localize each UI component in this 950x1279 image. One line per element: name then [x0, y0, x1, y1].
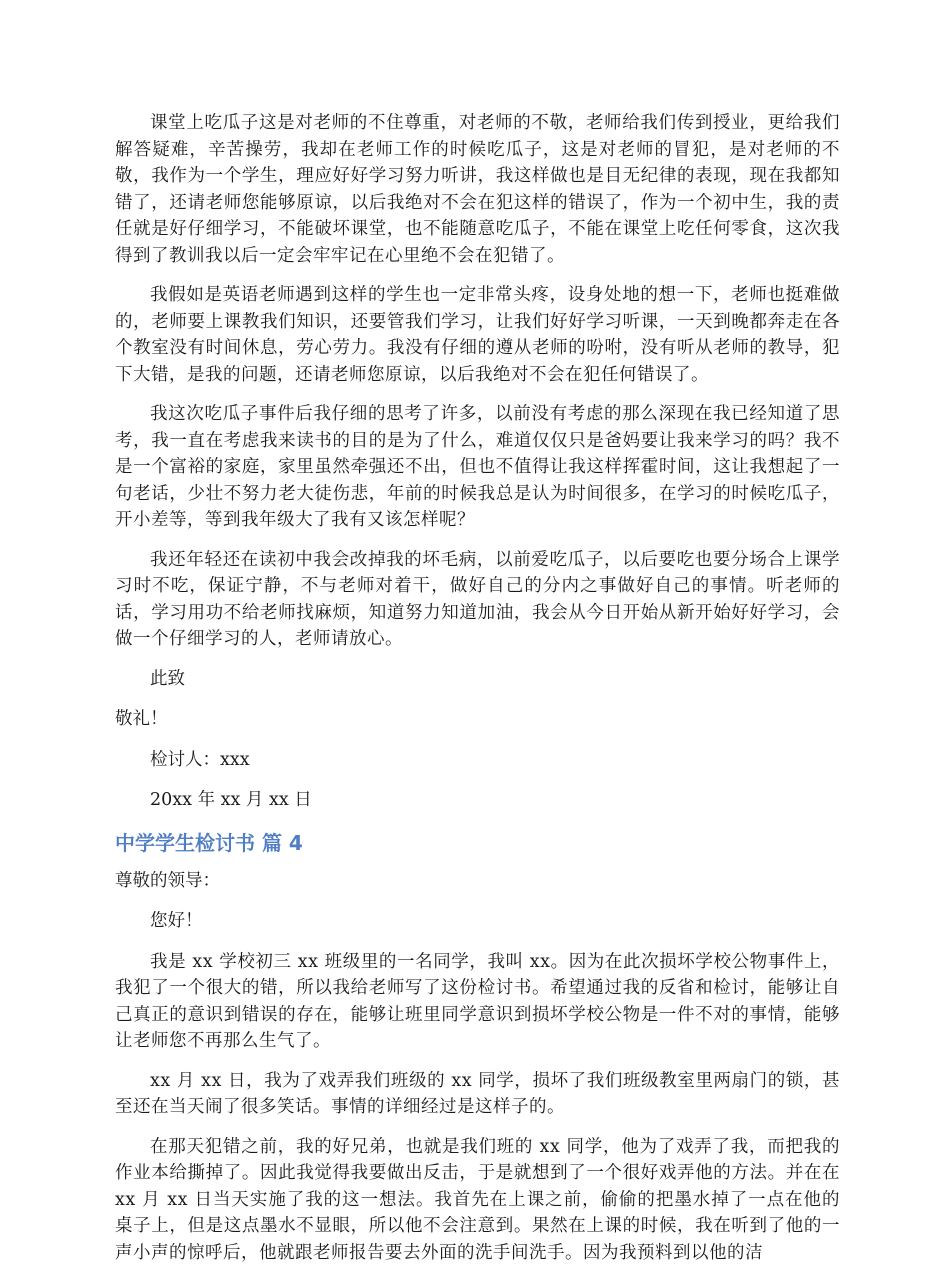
salutation: 尊敬的领导： [115, 870, 220, 891]
date: 20xx 年 xx 月 xx 日 [150, 790, 312, 810]
document-body [115, 110, 840, 1279]
paragraph: 在那天犯错之前，我的好兄弟，也就是我们班的 xx 同学，他为了戏弄了我，而把我的作业本给撕掉了。因此我觉得我要做出反击，于是就想到了一个很好戏弄他的方法。并在在 xx 月 xx 日当天实施了我的这一想法。我首先在上课之前，偷偷的把墨水掉了一点在他的桌子上，但是这点墨水不显眼，所以他不会注意到。果然在上课的时候，我在听到了他的一声小声的惊呼后，他就跟老师报告要去外面的洗手间洗手。因为我预料到以他的洁 [115, 1136, 840, 1263]
closing-jingli: 敬礼！ [115, 709, 168, 729]
signer: 检讨人：xxx [150, 749, 250, 770]
paragraph: xx 月 xx 日，我为了戏弄我们班级的 xx 同学，损坏了我们班级教室里两扇门的锁，甚至还在当天闹了很多笑话。事情的详细经过是这样子的。 [115, 1070, 840, 1117]
paragraph: 我还年轻还在读初中我会改掉我的坏毛病，以前爱吃瓜子，以后要吃也要分场合上课学习时不吃，保证宁静，不与老师对着干，做好自己的分内之事做好自己的事情。听老师的话，学习用功不给老师找麻烦，知道努力知道加油，我会从今日开始从新开始好好学习，会做一个仔细学习的人，老师请放心。 [115, 549, 840, 649]
paragraph: 我假如是英语老师遇到这样的学生也一定非常头疼，设身处地的想一下，老师也挺难做的，老师要上课教我们知识，还要管我们学习，让我们好好学习听课，一天到晚都奔走在各个教室没有时间休息，劳心劳力。我没有仔细的遵从老师的吩咐，没有听从老师的教导，犯下大错，是我的问题，还请老师您原谅，以后我绝对不会在犯任何错误了。 [115, 285, 840, 385]
closing-cizhi: 此致 [150, 668, 185, 689]
section-heading: 中学学生检讨书 篇 4 [115, 830, 303, 855]
paragraph: 我这次吃瓜子事件后我仔细的思考了许多，以前没有考虑的那么深现在我已经知道了思考，我一直在考虑我来读书的目的是为了什么，难道仅仅只是爸妈要让我来学习的吗？我不是一个富裕的家庭，家里虽然牵强还不出，但也不值得让我这样挥霍时间，这让我想起了一句老话，少壮不努力老大徒伤悲，年前的时候我总是认为时间很多，在学习的时候吃瓜子，开小差等，等到我年级大了我有又该怎样呢？ [115, 404, 840, 530]
greeting: 您好！ [150, 911, 203, 931]
paragraph: 课堂上吃瓜子这是对老师的不住尊重，对老师的不敬，老师给我们传到授业，更给我们解答疑难，辛苦操劳，我却在老师工作的时候吃瓜子，这是对老师的冒犯，是对老师的不敬，我作为一个学生，理应好好学习努力听讲，我这样做也是目无纪律的表现，现在我都知错了，还请老师您能够原谅，以后我绝对不会在犯这样的错误了，作为一个初中生，我的责任就是好仔细学习，不能破坏课堂，也不能随意吃瓜子，不能在课堂上吃任何零食，这次我得到了教训我以后一定会牢牢记在心里绝不会在犯错了。 [115, 113, 840, 266]
paragraph: 我是 xx 学校初三 xx 班级里的一名同学，我叫 xx。因为在此次损坏学校公物事件上，我犯了一个很大的错，所以我给老师写了这份检讨书。希望通过我的反省和检讨，能够让自己真正的意识到错误的存在，能够让班里同学意识到损坏学校公物是一件不对的事情，能够让老师您不再那么生气了。 [115, 951, 840, 1051]
